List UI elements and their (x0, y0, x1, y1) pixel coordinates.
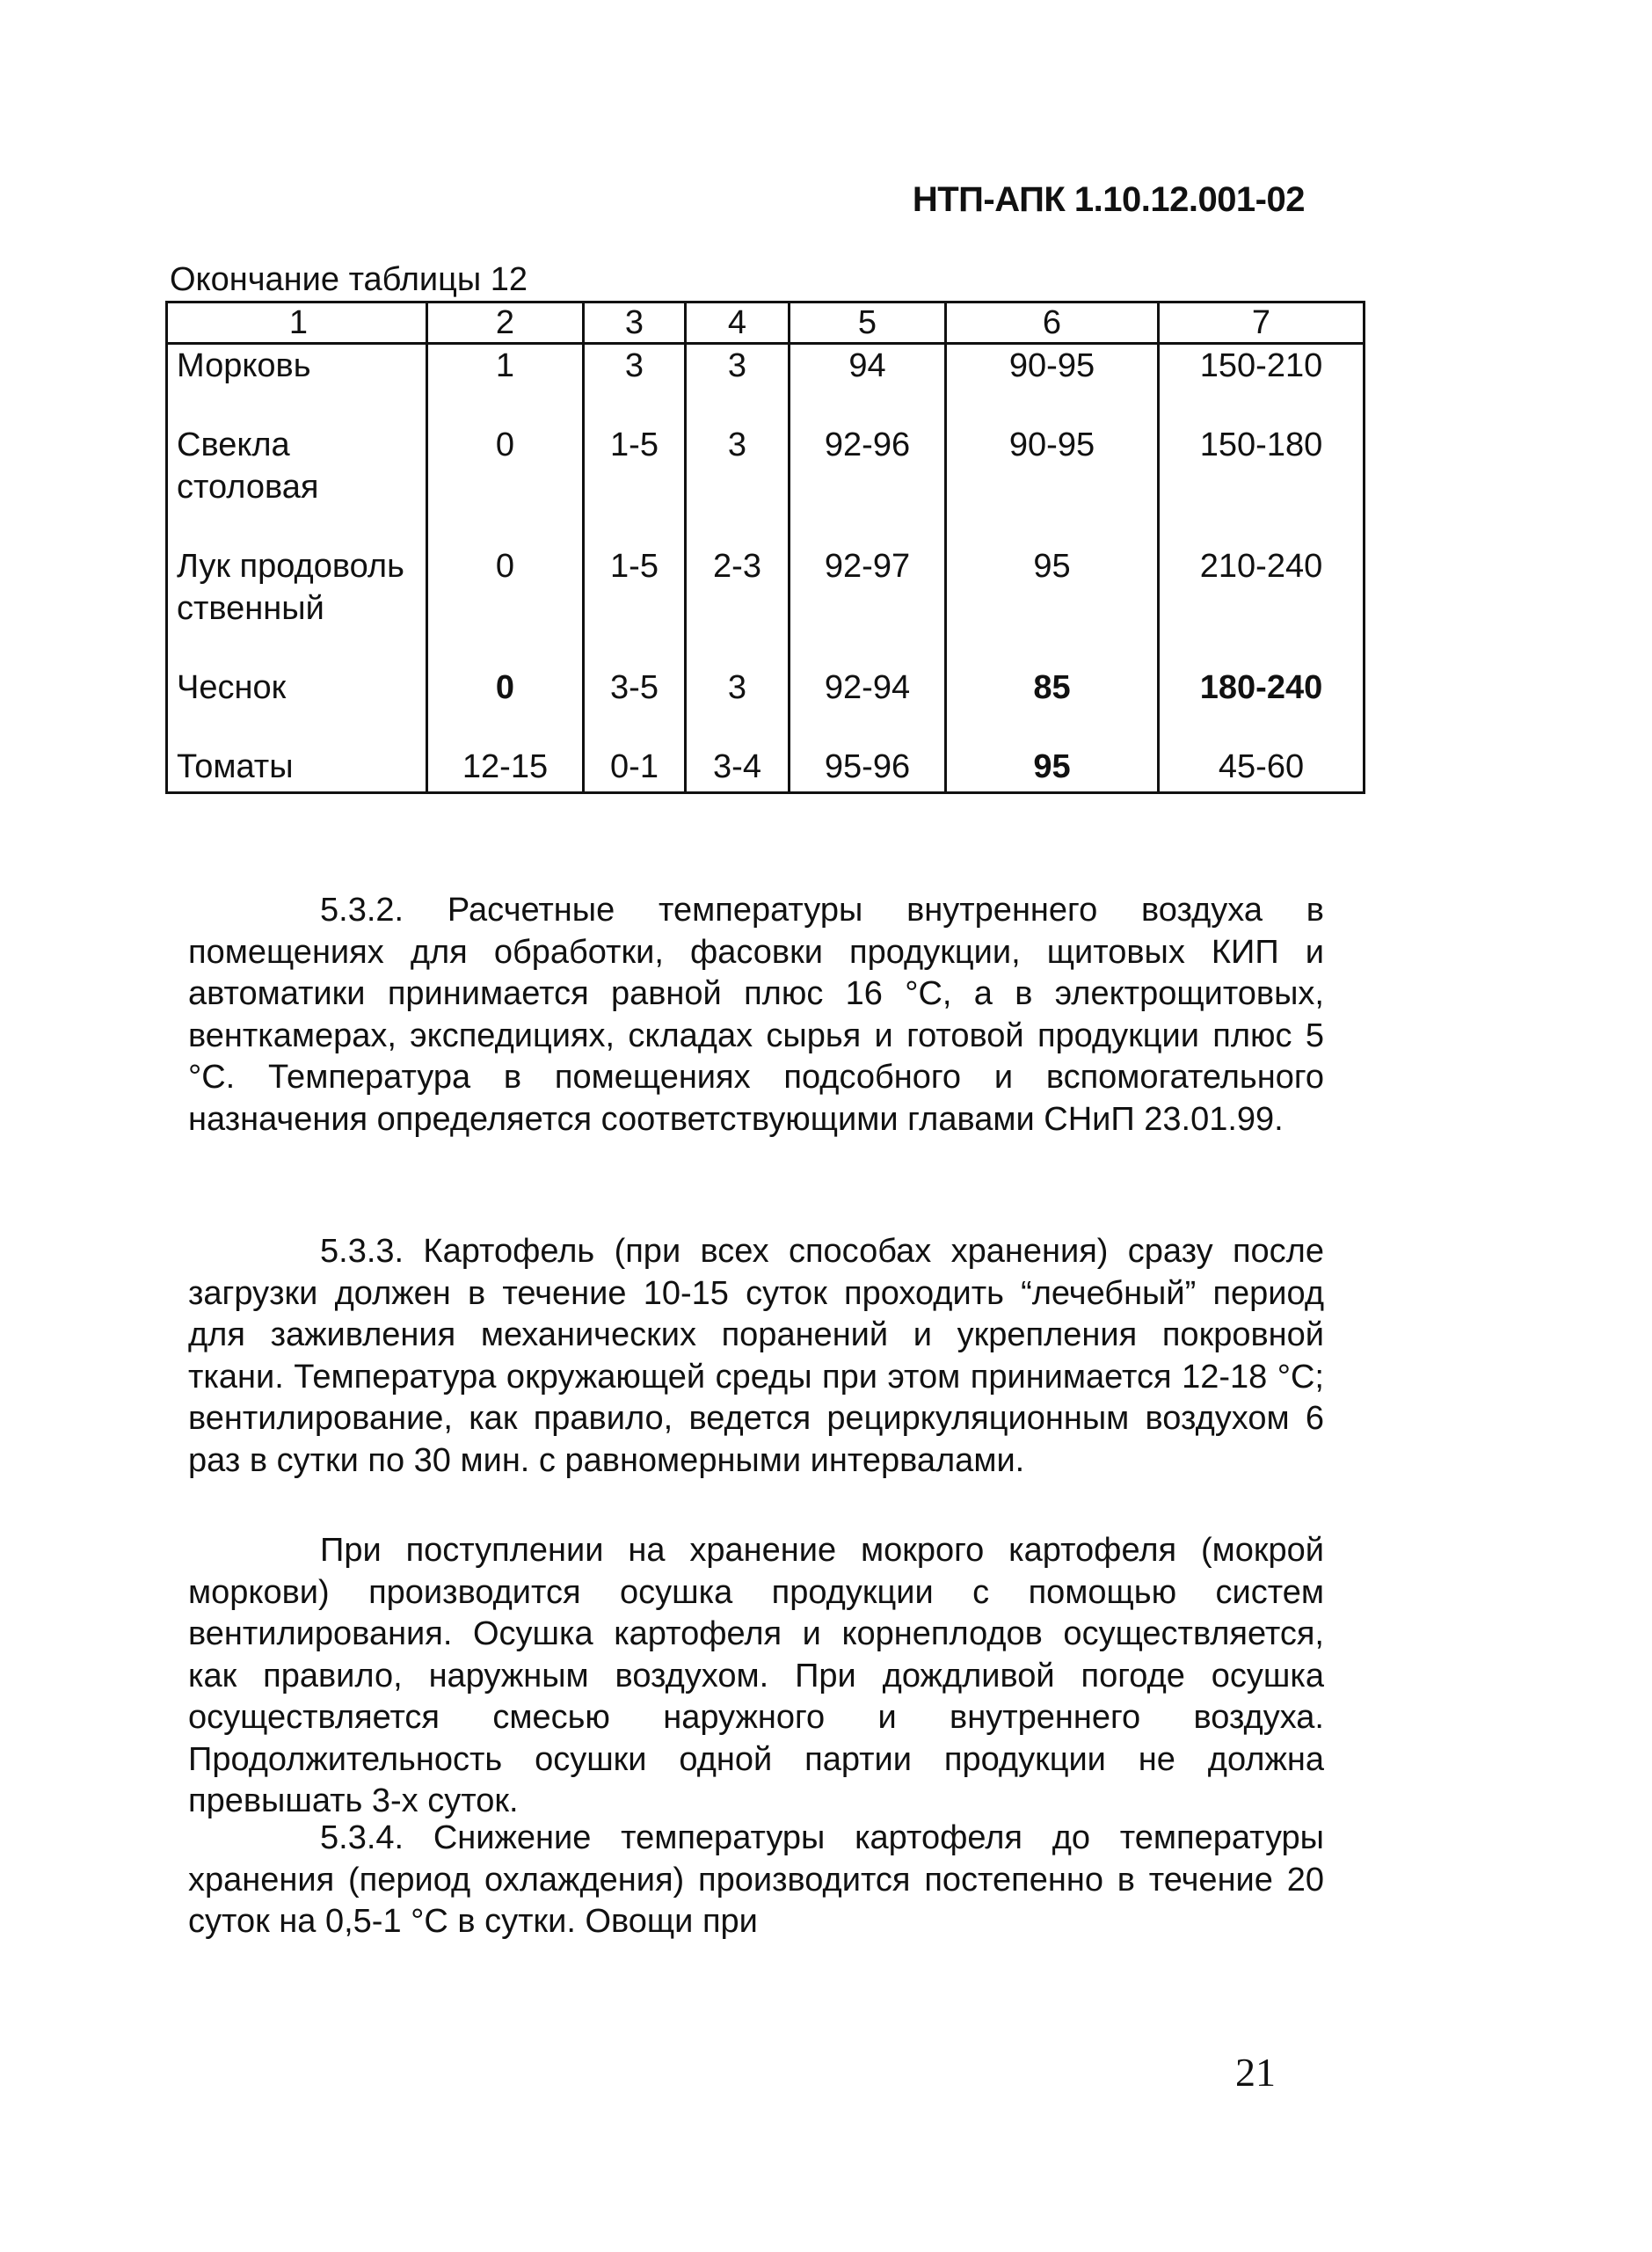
table-row (167, 424, 1365, 545)
column-header: 5 (790, 302, 946, 344)
table-cell: 3-4 (686, 746, 790, 793)
table-cell: 12-15 (427, 746, 584, 793)
table-cell-name: Морковь (167, 344, 427, 425)
paragraph-5-3-3: 5.3.3. Картофель (при всех способах хранения) сразу после загрузки должен в течение 10-15 суток проходить “лечебный” период для заживления механических поранений и укрепления покровной ткани. Температура окружающей среды при этом принимается 12-18 °С; вентилирование, как правило, ведется рециркуляционным воздухом 6 раз в сутки по 30 мин. с равномерными интервалами. (188, 1233, 1324, 1479)
table-cell: 210-240 (1159, 545, 1365, 667)
table-cell: 3-5 (584, 667, 686, 746)
table-cell: 1-5 (584, 545, 686, 667)
table-cell: 2-3 (686, 545, 790, 667)
table-cell: 150-180 (1159, 424, 1365, 545)
table-cell: 180-240 (1159, 667, 1365, 746)
table-cell-name: Чеснок (167, 667, 427, 746)
table-cell: 3 (686, 344, 790, 425)
paragraph-drying: При поступлении на хранение мокрого картофеля (мокрой моркови) производится осушка продукции с помощью систем вентилирования. Осушка картофеля и корнеплодов осуществляется, как правило, наружным воздухом. При дождливой погоде осушка осуществляется смесью наружного и внутреннего воздуха. Продолжительность осушки одной партии продукции не должна превышать 3-х суток. (188, 1532, 1324, 1819)
table-row (167, 545, 1365, 667)
table-cell: 0-1 (584, 746, 686, 793)
table-cell: 94 (790, 344, 946, 425)
table-cell: 3 (686, 667, 790, 746)
table-cell: 92-96 (790, 424, 946, 545)
table-cell-name: Свекла столовая (167, 424, 427, 545)
table-row (167, 344, 1365, 425)
table-cell: 85 (946, 667, 1159, 746)
table-cell-name: Томаты (167, 746, 427, 793)
table-cell: 45-60 (1159, 746, 1365, 793)
table-cell: 90-95 (946, 424, 1159, 545)
column-header: 2 (427, 302, 584, 344)
table-cell: 3 (686, 424, 790, 545)
table-cell: 1-5 (584, 424, 686, 545)
table-cell: 3 (584, 344, 686, 425)
table-cell: 95 (946, 545, 1159, 667)
table-cell: 95-96 (790, 746, 946, 793)
column-header: 1 (167, 302, 427, 344)
table-row (167, 746, 1365, 793)
table-cell: 1 (427, 344, 584, 425)
column-header: 7 (1159, 302, 1365, 344)
page-number: 21 (1235, 2050, 1276, 2095)
column-header: 6 (946, 302, 1159, 344)
paragraph-5-3-2: 5.3.2. Расчетные температуры внутреннего воздуха в помещениях для обработки, фасовки продукции, щитовых КИП и автоматики принимается равной плюс 16 °С, а в электрощитовых, венткамерах, экспедициях, складах сырья и готовой продукции плюс 5 °С. Температура в помещениях подсобного и вспомогательного назначения определяется соответствующими главами СНиП 23.01.99. (188, 892, 1324, 1138)
table-cell: 92-97 (790, 545, 946, 667)
table-cell: 95 (946, 746, 1159, 793)
table-cell-name: Лук продовольственный (167, 545, 427, 667)
table-cell: 90-95 (946, 344, 1159, 425)
table-caption: Окончание таблицы 12 (170, 261, 528, 298)
column-header: 3 (584, 302, 686, 344)
table-cell: 150-210 (1159, 344, 1365, 425)
table-cell: 0 (427, 545, 584, 667)
document-code: НТП-АПК 1.10.12.001-02 (912, 180, 1305, 219)
table-row (167, 667, 1365, 746)
column-header: 4 (686, 302, 790, 344)
paragraph-5-3-4: 5.3.4. Снижение температуры картофеля до температуры хранения (период охлаждения) производится постепенно в течение 20 суток на 0,5-1 °С в сутки. Овощи при (188, 1819, 1324, 1940)
table-cell: 0 (427, 667, 584, 746)
storage-table (165, 301, 1365, 794)
table-cell: 92-94 (790, 667, 946, 746)
table-header-row (167, 302, 1365, 344)
table-cell: 0 (427, 424, 584, 545)
